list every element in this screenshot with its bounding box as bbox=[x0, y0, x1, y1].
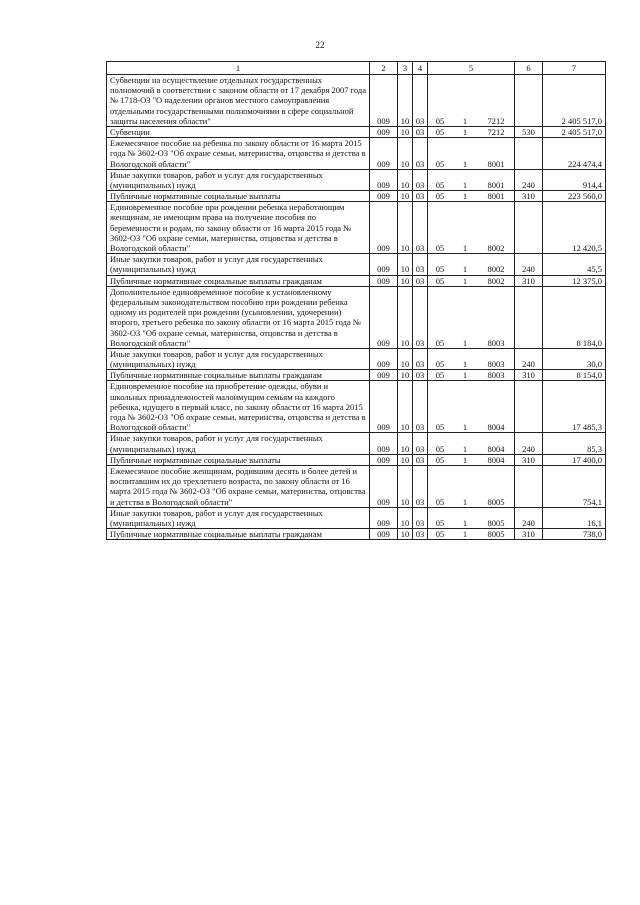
target-article-part: 05 bbox=[435, 337, 445, 348]
ministry-code: 009 bbox=[370, 191, 398, 202]
subsection-code: 03 bbox=[413, 75, 428, 127]
expense-type-code: 240 bbox=[515, 507, 543, 528]
target-article-part: 05 bbox=[435, 126, 445, 137]
target-article-code bbox=[428, 529, 515, 540]
target-article-code bbox=[428, 75, 515, 127]
target-article-part: 1 bbox=[462, 126, 468, 137]
target-article-part: 8003 bbox=[487, 359, 505, 370]
table-row bbox=[107, 75, 606, 127]
section-code: 10 bbox=[398, 169, 413, 190]
expense-type-code: 310 bbox=[515, 529, 543, 540]
amount-value: 17 485,3 bbox=[543, 381, 606, 433]
table-row bbox=[107, 126, 606, 137]
target-article-code bbox=[428, 348, 515, 369]
ministry-code: 009 bbox=[370, 507, 398, 528]
row-description: Иные закупки товаров, работ и услуг для государственных (муниципальных) нужд bbox=[107, 433, 370, 454]
target-article-part: 05 bbox=[435, 370, 445, 381]
target-article-part: 8005 bbox=[487, 496, 505, 507]
target-article-part: 8001 bbox=[487, 158, 505, 169]
ministry-code: 009 bbox=[370, 381, 398, 433]
target-article-part: 05 bbox=[435, 191, 445, 202]
target-article-code bbox=[428, 286, 515, 348]
section-code: 10 bbox=[398, 275, 413, 286]
table-row bbox=[107, 191, 606, 202]
section-code: 10 bbox=[398, 75, 413, 127]
target-article-part: 1 bbox=[462, 496, 468, 507]
table-row bbox=[107, 169, 606, 190]
ministry-code: 009 bbox=[370, 433, 398, 454]
target-article-code bbox=[428, 433, 515, 454]
amount-value: 12 375,0 bbox=[543, 275, 606, 286]
target-article-part: 1 bbox=[462, 264, 468, 275]
target-article-part: 05 bbox=[435, 496, 445, 507]
row-description: Единовременное пособие на приобретение одежды, обуви и школьных принадлежностей малоимущим семьям на каждого ребенка, идущего в первый класс, по закону области от 16 марта 2015 года № 3602-ОЗ "Об охране семьи, материнства, отцовства и детства в Вологодской области" bbox=[107, 381, 370, 433]
row-description: Дополнительное единовременное пособие к установленному федеральным законодательством пособию при рождении ребенка одному из родителей при рождении (усыновлении, удочерении) второго, третьего ребенка по закону области от 16 марта 2015 года № 3602-ОЗ "Об охране семьи, материнства, отцовства и детства в Вологодской области" bbox=[107, 286, 370, 348]
target-article-code bbox=[428, 191, 515, 202]
subsection-code: 03 bbox=[413, 191, 428, 202]
target-article-part: 05 bbox=[435, 359, 445, 370]
table-row bbox=[107, 465, 606, 507]
target-article-part: 1 bbox=[462, 359, 468, 370]
target-article-part: 8002 bbox=[487, 275, 505, 286]
subsection-code: 03 bbox=[413, 454, 428, 465]
row-description: Иные закупки товаров, работ и услуг для государственных (муниципальных) нужд bbox=[107, 348, 370, 369]
amount-value: 914,4 bbox=[543, 169, 606, 190]
subsection-code: 03 bbox=[413, 381, 428, 433]
target-article-code bbox=[428, 169, 515, 190]
row-description: Публичные нормативные социальные выплаты bbox=[107, 454, 370, 465]
target-article-code bbox=[428, 507, 515, 528]
subsection-code: 03 bbox=[413, 465, 428, 507]
table-row bbox=[107, 433, 606, 454]
column-header-5: 5 bbox=[428, 62, 515, 75]
target-article-part: 1 bbox=[462, 529, 468, 540]
expense-type-code: 240 bbox=[515, 348, 543, 369]
ministry-code: 009 bbox=[370, 370, 398, 381]
ministry-code: 009 bbox=[370, 286, 398, 348]
ministry-code: 009 bbox=[370, 202, 398, 254]
amount-value: 17 400,0 bbox=[543, 454, 606, 465]
section-code: 10 bbox=[398, 138, 413, 170]
target-article-part: 05 bbox=[435, 115, 445, 126]
target-article-part: 8002 bbox=[487, 243, 505, 253]
target-article-part: 8001 bbox=[487, 179, 505, 190]
row-description: Иные закупки товаров, работ и услуг для государственных (муниципальных) нужд bbox=[107, 507, 370, 528]
ministry-code: 009 bbox=[370, 465, 398, 507]
row-description: Иные закупки товаров, работ и услуг для государственных (муниципальных) нужд bbox=[107, 169, 370, 190]
expense-type-code: 310 bbox=[515, 454, 543, 465]
row-description: Публичные нормативные социальные выплаты bbox=[107, 191, 370, 202]
expense-type-code: 310 bbox=[515, 370, 543, 381]
row-description: Публичные нормативные социальные выплаты гражданам bbox=[107, 529, 370, 540]
expense-type-code: 310 bbox=[515, 275, 543, 286]
expense-type-code bbox=[515, 286, 543, 348]
page-number: 22 bbox=[315, 40, 325, 50]
table-row bbox=[107, 381, 606, 433]
column-header-4: 4 bbox=[413, 62, 428, 75]
ministry-code: 009 bbox=[370, 169, 398, 190]
target-article-part: 8004 bbox=[487, 443, 505, 454]
table-row bbox=[107, 275, 606, 286]
amount-value: 30,0 bbox=[543, 348, 606, 369]
section-code: 10 bbox=[398, 202, 413, 254]
subsection-code: 03 bbox=[413, 529, 428, 540]
expense-type-code: 310 bbox=[515, 191, 543, 202]
table-row bbox=[107, 138, 606, 170]
target-article-code bbox=[428, 381, 515, 433]
section-code: 10 bbox=[398, 370, 413, 381]
ministry-code: 009 bbox=[370, 348, 398, 369]
amount-value: 224 474,4 bbox=[543, 138, 606, 170]
row-description: Публичные нормативные социальные выплаты гражданам bbox=[107, 370, 370, 381]
section-code: 10 bbox=[398, 254, 413, 275]
amount-value: 85,3 bbox=[543, 433, 606, 454]
subsection-code: 03 bbox=[413, 348, 428, 369]
ministry-code: 009 bbox=[370, 126, 398, 137]
amount-value: 2 405 517,0 bbox=[543, 75, 606, 127]
section-code: 10 bbox=[398, 454, 413, 465]
table-body bbox=[107, 75, 606, 540]
table-row bbox=[107, 454, 606, 465]
section-code: 10 bbox=[398, 348, 413, 369]
amount-value: 738,0 bbox=[543, 529, 606, 540]
table-row bbox=[107, 529, 606, 540]
ministry-code: 009 bbox=[370, 138, 398, 170]
subsection-code: 03 bbox=[413, 202, 428, 254]
target-article-part: 1 bbox=[462, 179, 468, 190]
target-article-part: 1 bbox=[462, 275, 468, 286]
subsection-code: 03 bbox=[413, 126, 428, 137]
subsection-code: 03 bbox=[413, 433, 428, 454]
row-description: Иные закупки товаров, работ и услуг для государственных (муниципальных) нужд bbox=[107, 254, 370, 275]
amount-value: 45,5 bbox=[543, 254, 606, 275]
section-code: 10 bbox=[398, 191, 413, 202]
row-description: Субвенции bbox=[107, 126, 370, 137]
table-row bbox=[107, 202, 606, 254]
target-article-part: 8003 bbox=[487, 370, 505, 381]
section-code: 10 bbox=[398, 126, 413, 137]
ministry-code: 009 bbox=[370, 75, 398, 127]
target-article-part: 05 bbox=[435, 275, 445, 286]
subsection-code: 03 bbox=[413, 286, 428, 348]
target-article-part: 8004 bbox=[487, 422, 505, 433]
subsection-code: 03 bbox=[413, 169, 428, 190]
table-row bbox=[107, 348, 606, 369]
row-description: Единовременное пособие при рождении ребенка неработающим женщинам, не имеющим права на получение пособия по беременности и родам, по закону области от 16 марта 2015 года № 3602-ОЗ "Об охране семьи, материнства, отцовства и детства в Вологодской области" bbox=[107, 202, 370, 254]
subsection-code: 03 bbox=[413, 275, 428, 286]
column-header-7: 7 bbox=[543, 62, 606, 75]
section-code: 10 bbox=[398, 433, 413, 454]
target-article-code bbox=[428, 275, 515, 286]
subsection-code: 03 bbox=[413, 254, 428, 275]
target-article-part: 1 bbox=[462, 370, 468, 381]
row-description: Публичные нормативные социальные выплаты гражданам bbox=[107, 275, 370, 286]
expense-type-code bbox=[515, 75, 543, 127]
target-article-part: 1 bbox=[462, 422, 468, 433]
target-article-code bbox=[428, 138, 515, 170]
target-article-part: 05 bbox=[435, 529, 445, 540]
target-article-part: 7212 bbox=[487, 115, 505, 126]
amount-value: 8 154,0 bbox=[543, 370, 606, 381]
expense-type-code: 240 bbox=[515, 254, 543, 275]
target-article-part: 8004 bbox=[487, 454, 505, 465]
expense-type-code: 530 bbox=[515, 126, 543, 137]
amount-value: 8 184,0 bbox=[543, 286, 606, 348]
target-article-part: 05 bbox=[435, 443, 445, 454]
target-article-part: 8005 bbox=[487, 529, 505, 540]
section-code: 10 bbox=[398, 529, 413, 540]
target-article-part: 1 bbox=[462, 443, 468, 454]
table-row bbox=[107, 254, 606, 275]
expense-type-code bbox=[515, 465, 543, 507]
target-article-part: 05 bbox=[435, 454, 445, 465]
column-header-2: 2 bbox=[370, 62, 398, 75]
subsection-code: 03 bbox=[413, 138, 428, 170]
target-article-part: 05 bbox=[435, 179, 445, 190]
expense-type-code: 240 bbox=[515, 169, 543, 190]
section-code: 10 bbox=[398, 381, 413, 433]
amount-value: 2 405 517,0 bbox=[543, 126, 606, 137]
target-article-part: 1 bbox=[462, 243, 468, 253]
header-row bbox=[107, 62, 606, 75]
target-article-code bbox=[428, 126, 515, 137]
target-article-code bbox=[428, 370, 515, 381]
table-row bbox=[107, 370, 606, 381]
column-header-3: 3 bbox=[398, 62, 413, 75]
ministry-code: 009 bbox=[370, 529, 398, 540]
column-header-6: 6 bbox=[515, 62, 543, 75]
target-article-part: 1 bbox=[462, 517, 468, 528]
target-article-part: 8003 bbox=[487, 337, 505, 348]
target-article-part: 05 bbox=[435, 422, 445, 433]
target-article-part: 1 bbox=[462, 337, 468, 348]
target-article-part: 1 bbox=[462, 115, 468, 126]
table-row bbox=[107, 286, 606, 348]
target-article-part: 05 bbox=[435, 517, 445, 528]
amount-value: 754,1 bbox=[543, 465, 606, 507]
ministry-code: 009 bbox=[370, 454, 398, 465]
row-description: Ежемесячное пособие на ребенка по закону области от 16 марта 2015 года № 3602-ОЗ "Об охране семьи, материнства, отцовства и детства в Вологодской области" bbox=[107, 138, 370, 170]
target-article-part: 8005 bbox=[487, 517, 505, 528]
subsection-code: 03 bbox=[413, 507, 428, 528]
target-article-code bbox=[428, 454, 515, 465]
target-article-part: 1 bbox=[462, 454, 468, 465]
column-header-1: 1 bbox=[107, 62, 370, 75]
amount-value: 223 560,0 bbox=[543, 191, 606, 202]
ministry-code: 009 bbox=[370, 254, 398, 275]
target-article-part: 05 bbox=[435, 243, 445, 253]
target-article-part: 1 bbox=[462, 191, 468, 202]
target-article-part: 7212 bbox=[487, 126, 505, 137]
expense-type-code: 240 bbox=[515, 433, 543, 454]
target-article-part: 8001 bbox=[487, 191, 505, 202]
section-code: 10 bbox=[398, 286, 413, 348]
target-article-code bbox=[428, 465, 515, 507]
expense-type-code bbox=[515, 202, 543, 254]
expense-type-code bbox=[515, 381, 543, 433]
amount-value: 12 420,5 bbox=[543, 202, 606, 254]
subsection-code: 03 bbox=[413, 370, 428, 381]
row-description: Ежемесячное пособие женщинам, родившим десять и более детей и воспитавшим их до трехлетнего возраста, по закону области от 16 марта 2015 года № 3602-ОЗ "Об охране семьи, материнства, отцовства и детства в Вологодской области" bbox=[107, 465, 370, 507]
amount-value: 16,1 bbox=[543, 507, 606, 528]
table-row bbox=[107, 507, 606, 528]
budget-table bbox=[106, 61, 606, 540]
expense-type-code bbox=[515, 138, 543, 170]
target-article-code bbox=[428, 202, 515, 254]
row-description: Субвенции на осуществление отдельных государственных полномочий в соответствии с законом области от 17 декабря 2007 года № 1718-ОЗ "О наделении органов местного самоуправления отдельными государственными полномочиями в сфере социальной защиты населения области" bbox=[107, 75, 370, 127]
section-code: 10 bbox=[398, 465, 413, 507]
target-article-part: 05 bbox=[435, 158, 445, 169]
target-article-code bbox=[428, 254, 515, 275]
ministry-code: 009 bbox=[370, 275, 398, 286]
target-article-part: 8002 bbox=[487, 264, 505, 275]
target-article-part: 05 bbox=[435, 264, 445, 275]
target-article-part: 1 bbox=[462, 158, 468, 169]
section-code: 10 bbox=[398, 507, 413, 528]
